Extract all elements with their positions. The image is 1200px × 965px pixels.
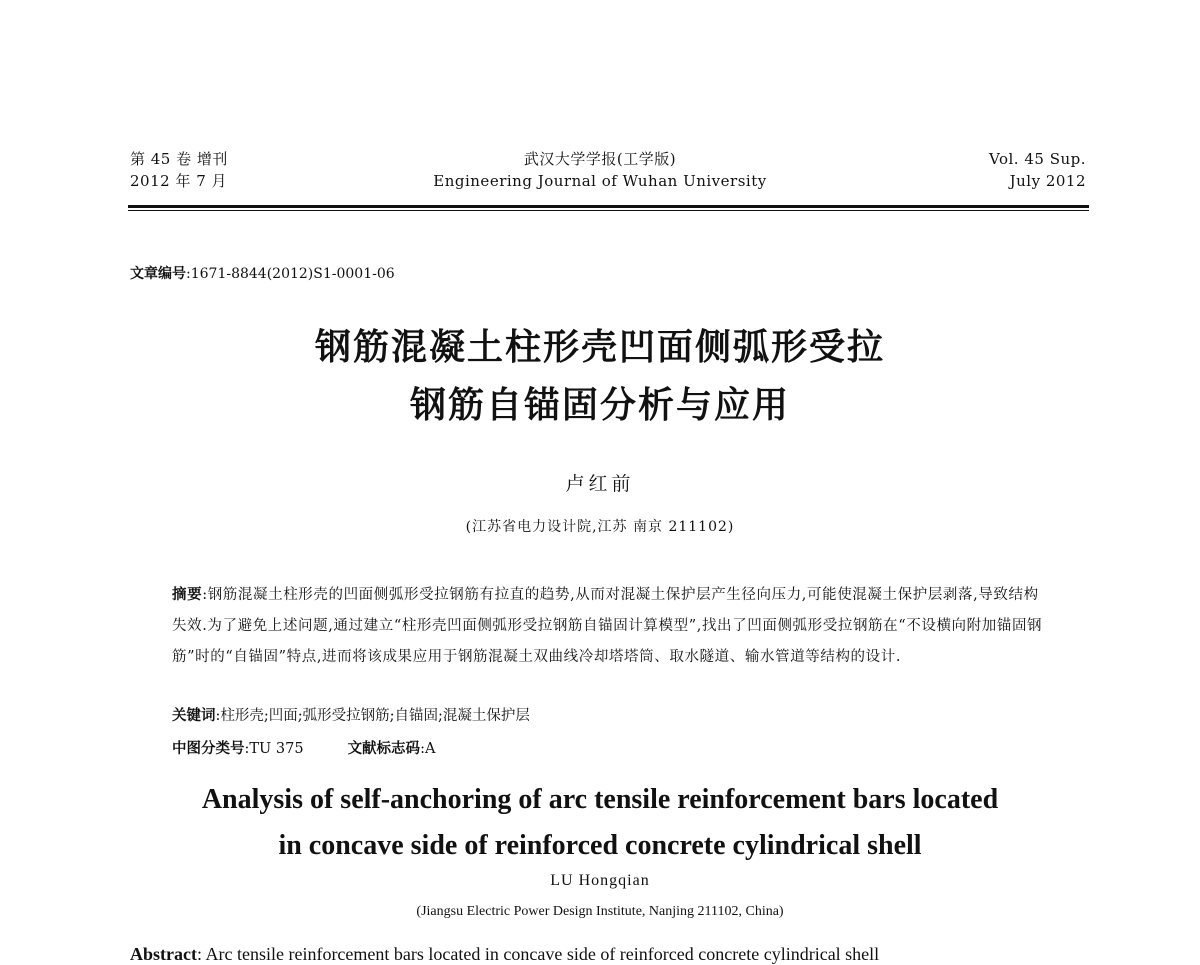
header-center: [380, 148, 820, 192]
abstract-en-text: : Arc tensile reinforcement bars located in concave side of reinforced concrete cylindrical shell: [196, 944, 880, 964]
journal-title-cn: 武汉大学学报(工学版): [523, 150, 677, 168]
title-en-line2: in concave side of reinforced concrete cylindrical shell: [278, 830, 922, 861]
author-cn: 卢红前: [565, 473, 635, 495]
affiliation-en: (Jiangsu Electric Power Design Institute, Nanjing 211102, China): [416, 904, 784, 919]
header-right: [989, 148, 1086, 192]
volume-cn: 第 45 卷 增刊: [130, 150, 228, 168]
affiliation-cn: (江苏省电力设计院,江苏 南京 211102): [465, 519, 735, 535]
date-en: July 2012: [1009, 172, 1086, 190]
article-number-label: 文章编号: [130, 266, 186, 282]
date-cn: 2012 年 7 月: [130, 172, 228, 190]
header-left: [130, 148, 228, 192]
journal-title-en: Engineering Journal of Wuhan University: [433, 172, 767, 190]
article-number: [130, 263, 395, 283]
header-rule-thick: [128, 205, 1089, 208]
abstract-cn-label: 摘要: [172, 587, 203, 603]
classification: [172, 737, 435, 758]
keywords-text: :柱形壳;凹面;弧形受拉钢筋;自锚固;混凝土保护层: [215, 708, 530, 724]
abstract-en: [130, 944, 1090, 965]
doc-code-value: :A: [420, 741, 436, 757]
title-en-line1: Analysis of self-anchoring of arc tensile reinforcement bars located: [201, 784, 999, 815]
title-cn-line1: 钢筋混凝土柱形壳凹面侧弧形受拉: [314, 327, 885, 368]
volume-en: Vol. 45 Sup.: [989, 150, 1086, 168]
keywords-cn: [172, 704, 530, 725]
keywords-label: 关键词: [172, 708, 216, 724]
author-en: LU Hongqian: [550, 872, 650, 889]
clc-label: 中图分类号: [172, 741, 245, 757]
abstract-en-label: Abstract: [130, 944, 197, 964]
abstract-cn: [172, 580, 1052, 673]
clc-value: :TU 375: [244, 741, 304, 757]
doc-code-label: 文献标志码: [347, 741, 421, 757]
title-cn-line2: 钢筋自锚固分析与应用: [409, 385, 790, 426]
article-number-value: :1671-8844(2012)S1-0001-06: [186, 266, 395, 282]
header-rule-thin: [128, 210, 1089, 211]
abstract-cn-text: :钢筋混凝土柱形壳的凹面侧弧形受拉钢筋有拉直的趋势,从而对混凝土保护层产生径向压力,可能使混凝土保护层剥落,导致结构失效.为了避免上述问题,通过建立“柱形壳凹面侧弧形受拉钢筋自锚固计算模型”,找出了凹面侧弧形受拉钢筋在“不设横向附加锚固钢筋”时的“自锚固”特点,进而将该成果应用于钢筋混凝土双曲线冷却塔塔筒、取水隧道、输水管道等结构的设计.: [172, 587, 1043, 665]
